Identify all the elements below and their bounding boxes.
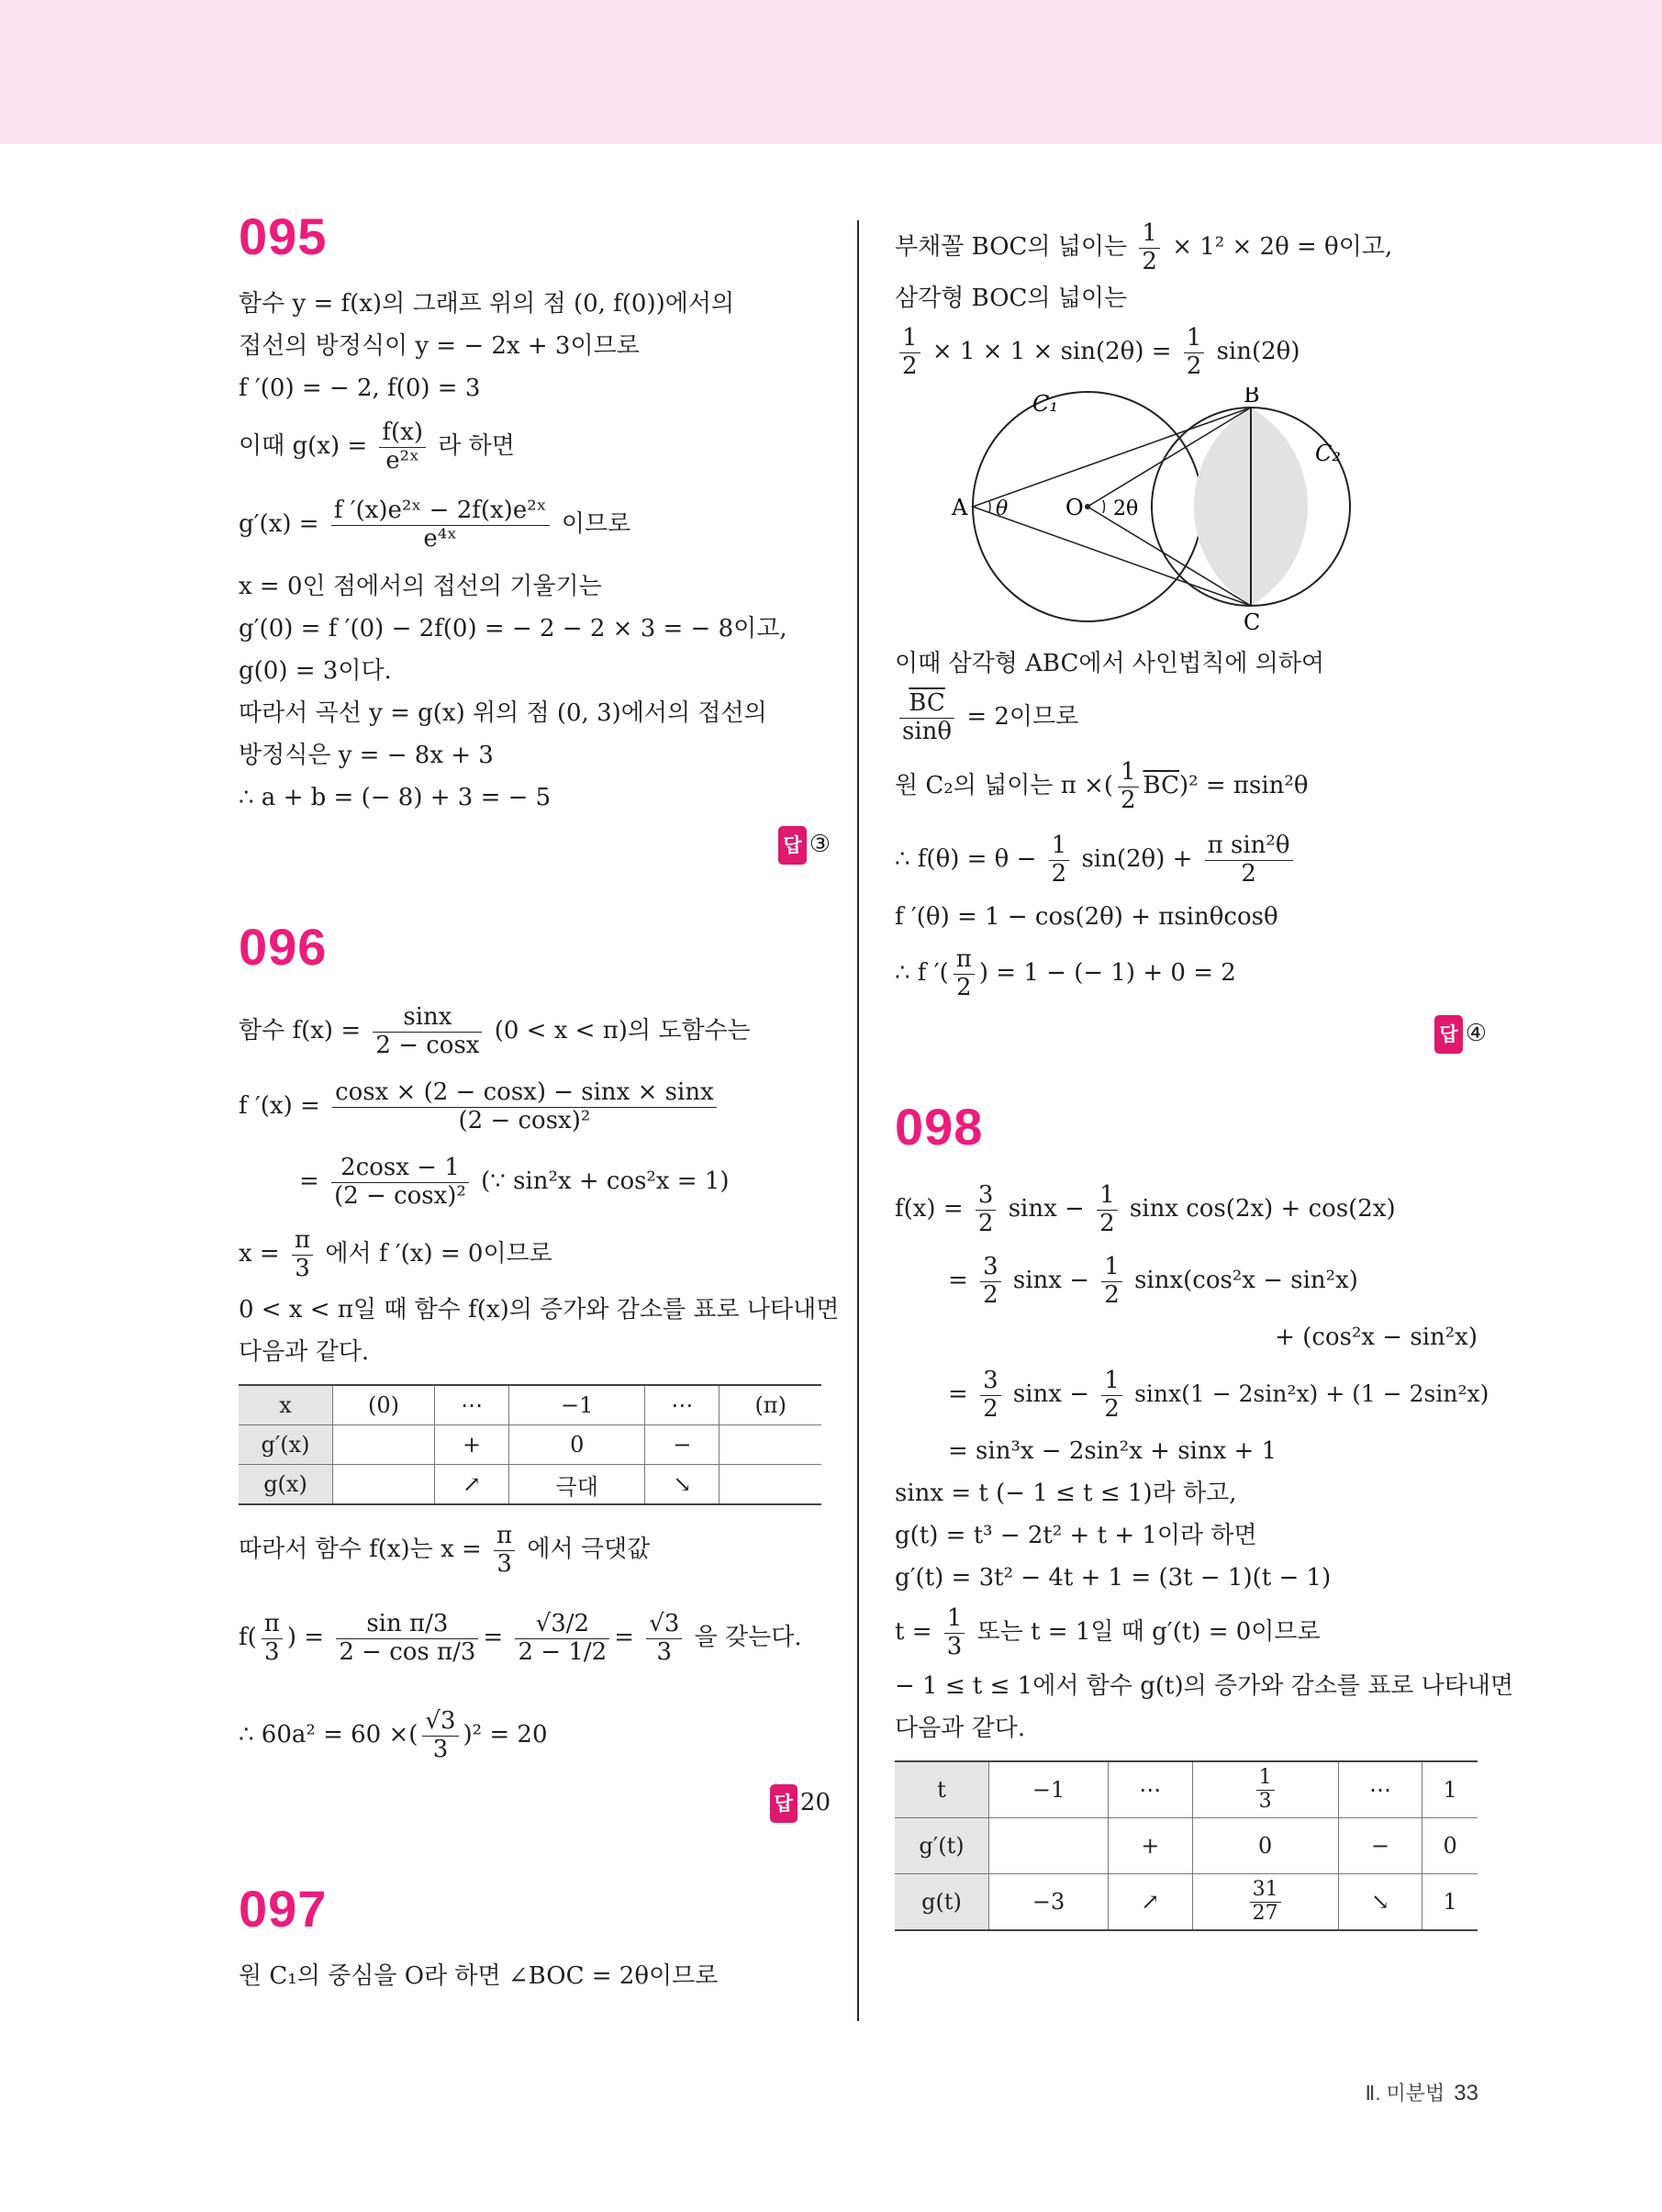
variation-table-098 bbox=[895, 1760, 1478, 1931]
fraction bbox=[515, 1611, 609, 1665]
sol095-line6: x = 0인 점에서의 접선의 기울기는 bbox=[239, 573, 602, 600]
sol098-line6: sinx = t (− 1 ≤ t ≤ 1)라 하고, bbox=[895, 1480, 1237, 1507]
sol095-line4 bbox=[239, 409, 831, 483]
fraction bbox=[373, 1004, 482, 1058]
numerator: 1 bbox=[1101, 1368, 1122, 1395]
text: sin(2θ) bbox=[1216, 338, 1300, 365]
text: = 2이므로 bbox=[966, 703, 1079, 731]
table-cell: ⋯ bbox=[1338, 1761, 1422, 1818]
sol096-line7 bbox=[239, 1516, 831, 1582]
label-a: A bbox=[952, 495, 968, 520]
fraction bbox=[899, 325, 920, 379]
numerator: sin π/3 bbox=[336, 1611, 478, 1638]
numerator: √3 bbox=[646, 1611, 682, 1638]
text: ∴ f ′ bbox=[895, 959, 940, 987]
denominator: 3 bbox=[656, 1637, 673, 1666]
fraction bbox=[1256, 1767, 1275, 1813]
table-cell: (π) bbox=[719, 1385, 821, 1425]
numerator: π sin²θ bbox=[1205, 832, 1293, 860]
table-row bbox=[895, 1761, 1478, 1818]
sol095-line7: g′(0) = f ′(0) − 2f(0) = − 2 − 2 × 3 = − 8이고, bbox=[239, 615, 787, 642]
fraction bbox=[1184, 325, 1205, 379]
sol097-right-line3 bbox=[895, 319, 1487, 384]
sol098-line1 bbox=[895, 1173, 1487, 1245]
fraction bbox=[331, 1155, 469, 1209]
table-cell bbox=[719, 1465, 821, 1505]
text: f bbox=[239, 1624, 248, 1651]
table-row bbox=[895, 1818, 1478, 1874]
fraction bbox=[1205, 832, 1293, 887]
label-o: O bbox=[1065, 495, 1084, 520]
numerator: 1 bbox=[1049, 832, 1070, 860]
text: 이때 g(x) = bbox=[239, 432, 368, 460]
text: = 20 bbox=[489, 1721, 548, 1748]
circle-diagram bbox=[895, 387, 1482, 635]
table-cell bbox=[333, 1465, 435, 1505]
right-column bbox=[895, 217, 1514, 1942]
text: sinx cos(2x) + cos(2x) bbox=[1129, 1195, 1396, 1223]
sol095-line11: ∴ a + b = (− 8) + 3 = − 5 bbox=[239, 784, 552, 811]
table-row bbox=[239, 1465, 821, 1505]
fraction bbox=[899, 690, 954, 744]
label-c: C bbox=[1244, 609, 1261, 635]
denominator: 2 bbox=[983, 1394, 998, 1423]
denominator: 2 bbox=[983, 1280, 998, 1309]
denominator: 3 bbox=[432, 1735, 449, 1763]
table-cell: ⋯ bbox=[1109, 1761, 1192, 1818]
denominator: 27 bbox=[1252, 1901, 1278, 1925]
table-cell: + bbox=[435, 1425, 509, 1465]
sol096-line9: ∴ 60a² = 60 ×( $\frac{√3}{3}$ )² = 20 bbox=[239, 1707, 548, 1763]
sol096-line8: f( $\frac{\pi}{3}$ ) = $\frac{\text{sin π/3}}{\text{2 − cos π/3}}$ = $\frac{√3/2}{2 - 1/2}$ = $\frac{√3}{3}$ 을 갖는다. bbox=[239, 1610, 802, 1666]
numerator: √3/2 bbox=[515, 1611, 609, 1638]
text: × 1² × 2θ = θ이고, bbox=[1172, 233, 1393, 261]
text: = bbox=[299, 1167, 319, 1195]
denominator: 2 bbox=[1051, 859, 1067, 888]
table-cell: (0) bbox=[333, 1385, 435, 1425]
angle-arc-2theta bbox=[1103, 500, 1104, 513]
table-cell bbox=[1192, 1874, 1338, 1931]
sol095-line9: 따라서 곡선 y = g(x) 위의 점 (0, 3)에서의 접선의 bbox=[239, 699, 767, 727]
table-cell: 0 bbox=[1192, 1818, 1338, 1874]
text: = bbox=[948, 1380, 968, 1408]
text: 에서 극댓값 bbox=[527, 1536, 651, 1563]
text: = πsin²θ bbox=[1205, 772, 1309, 799]
table-cell: ↗ bbox=[435, 1465, 509, 1505]
numerator: 1 bbox=[944, 1605, 965, 1633]
denominator: 2 bbox=[1142, 247, 1157, 275]
table-cell: − bbox=[1338, 1818, 1422, 1874]
denominator: 2 bbox=[956, 973, 972, 1001]
text: = 1 − (− 1) + 0 = 2 bbox=[996, 959, 1236, 987]
answer-value: ③ bbox=[809, 831, 831, 858]
text: 부채꼴 BOC의 넓이는 bbox=[895, 233, 1128, 261]
spacer bbox=[239, 1823, 831, 1883]
table-row bbox=[895, 1874, 1478, 1931]
table-row bbox=[239, 1385, 821, 1425]
fraction bbox=[980, 1368, 1001, 1422]
sol095-line10: 방정식은 y = − 8x + 3 bbox=[239, 742, 494, 769]
fraction bbox=[494, 1523, 515, 1577]
text: sinx − bbox=[1012, 1267, 1089, 1294]
answer-label: 답 bbox=[770, 1784, 798, 1823]
sol098-line7: g(t) = t³ − 2t² + t + 1이라 하면 bbox=[895, 1522, 1257, 1549]
sol098-line9 bbox=[895, 1599, 1487, 1665]
left-column bbox=[239, 207, 840, 1997]
fraction bbox=[1097, 1182, 1118, 1236]
table-row bbox=[239, 1425, 821, 1465]
numerator: π bbox=[494, 1523, 515, 1550]
table-cell bbox=[1192, 1761, 1338, 1818]
table-cell: ↗ bbox=[1109, 1874, 1192, 1931]
text: sinx(1 − 2sin²x) + (1 − 2sin²x) bbox=[1134, 1380, 1489, 1407]
answer-096 bbox=[239, 1784, 831, 1823]
text: x = bbox=[239, 1240, 280, 1268]
answer-value: 20 bbox=[799, 1789, 831, 1816]
denominator: e⁴ˣ bbox=[423, 524, 458, 553]
text: $\overline{BC}$ bbox=[1143, 772, 1180, 799]
text: 을 갖는다. bbox=[694, 1624, 802, 1651]
numerator: cosx × (2 − cosx) − sinx × sinx bbox=[332, 1079, 717, 1107]
numerator: 3 bbox=[980, 1254, 1001, 1281]
label-c1: C₁ bbox=[1032, 391, 1058, 417]
answer-097 bbox=[895, 1015, 1487, 1054]
text: 이므로 bbox=[561, 510, 631, 538]
denominator: 2 bbox=[1104, 1394, 1120, 1423]
fraction bbox=[379, 419, 426, 474]
sol098-line11: 다음과 같다. bbox=[895, 1715, 1026, 1742]
sol098-line3: + (cos²x − sin²x) bbox=[1275, 1324, 1478, 1351]
denominator: (2 − cosx)² bbox=[458, 1106, 591, 1134]
problem-number-097: 097 bbox=[239, 1880, 328, 1938]
text: ∴ 60a² = 60 × bbox=[239, 1721, 409, 1748]
header-band bbox=[0, 0, 1662, 144]
denominator: 2 bbox=[1186, 352, 1202, 380]
problem-number-098: 098 bbox=[895, 1098, 984, 1156]
sol097-right-line1 bbox=[895, 217, 1487, 277]
numerator: 1 bbox=[1184, 325, 1205, 352]
sol097-right-line6: 원 C₂의 넓이는 π ×( $\frac{1}{2}$ $\overline{BC})^2 = \pi\sin^2\theta$ bbox=[895, 758, 1309, 814]
table-cell: g(x) bbox=[239, 1465, 333, 1505]
table-cell: g′(t) bbox=[895, 1818, 989, 1874]
table-cell: ↘ bbox=[1338, 1874, 1422, 1931]
column-divider bbox=[857, 220, 859, 2021]
text: 따라서 함수 f(x)는 x = bbox=[239, 1536, 482, 1563]
numerator: 1 bbox=[1101, 1254, 1122, 1281]
numerator: 1 bbox=[1139, 220, 1160, 248]
text: × 1 × 1 × sin(2θ) = bbox=[931, 338, 1172, 365]
text: sinx − bbox=[1012, 1380, 1089, 1408]
sol098-line8: g′(t) = 3t² − 4t + 1 = (3t − 1)(t − 1) bbox=[895, 1564, 1332, 1592]
table-cell: x bbox=[239, 1385, 333, 1425]
table-cell: g′(x) bbox=[239, 1425, 333, 1465]
fraction bbox=[980, 1254, 1001, 1308]
denominator: 2 − cosx bbox=[375, 1031, 480, 1059]
fraction bbox=[331, 497, 550, 552]
sol096-line1 bbox=[239, 993, 831, 1068]
table-cell: 0 bbox=[1422, 1818, 1478, 1874]
table-cell: −3 bbox=[989, 1874, 1109, 1931]
denominator: 2 bbox=[977, 1209, 994, 1237]
sol095-line5 bbox=[239, 483, 831, 565]
fraction bbox=[646, 1611, 682, 1665]
numerator: 1 bbox=[899, 325, 920, 352]
text: f(x) = bbox=[895, 1195, 964, 1223]
denominator: 2 bbox=[1104, 1280, 1120, 1309]
text: sinx(cos²x − sin²x) bbox=[1134, 1267, 1358, 1294]
denominator: 3 bbox=[295, 1254, 310, 1282]
numerator: π bbox=[954, 946, 975, 974]
denominator: sinθ bbox=[902, 717, 953, 745]
denominator: (2 − cosx)² bbox=[334, 1181, 466, 1210]
label-c2: C₂ bbox=[1315, 441, 1341, 466]
numerator: π bbox=[262, 1611, 283, 1638]
spacer bbox=[895, 1054, 1487, 1101]
denominator: 2 bbox=[1241, 859, 1256, 888]
sol096-line4 bbox=[239, 1219, 831, 1289]
sol097-right-line9: ∴ f ′( $\frac{\pi}{2}$ ) = 1 − (− 1) + 0 = 2 bbox=[895, 945, 1236, 1001]
numerator: 3 bbox=[980, 1368, 1001, 1395]
text: (∵ sin²x + cos²x = 1) bbox=[481, 1167, 730, 1195]
variation-table-096 bbox=[239, 1384, 821, 1505]
table-cell: ⋯ bbox=[645, 1385, 719, 1425]
numerator: f ′(x)e²ˣ − 2f(x)e²ˣ bbox=[331, 497, 550, 525]
table-cell: ⋯ bbox=[435, 1385, 509, 1425]
sol095-line8: g(0) = 3이다. bbox=[239, 657, 392, 685]
answer-label: 답 bbox=[778, 826, 806, 865]
denominator: 2 bbox=[1099, 1209, 1115, 1237]
fraction bbox=[262, 1611, 283, 1665]
section-title: Ⅱ. 미분법 bbox=[1365, 2082, 1445, 2105]
table-cell: + bbox=[1109, 1818, 1192, 1874]
table-cell: − bbox=[645, 1425, 719, 1465]
sol097-right-line5 bbox=[895, 685, 1487, 749]
sol098-line2 bbox=[895, 1245, 1487, 1316]
fraction bbox=[422, 1708, 458, 1762]
text: t = bbox=[895, 1618, 932, 1646]
numerator: 3 bbox=[976, 1182, 997, 1210]
sol096-line5: 0 < x < π일 때 함수 f(x)의 증가와 감소를 표로 나타내면 bbox=[239, 1296, 840, 1324]
text: 에서 f ′(x) = 0이므로 bbox=[325, 1240, 552, 1268]
table-cell: ↘ bbox=[645, 1465, 719, 1505]
text: (0 < x < π)의 도함수는 bbox=[494, 1017, 751, 1045]
fraction bbox=[292, 1227, 313, 1281]
denominator: 3 bbox=[1258, 1789, 1272, 1813]
fraction bbox=[336, 1611, 478, 1665]
sol097-right-line4: 이때 삼각형 ABC에서 사인법칙에 의하여 bbox=[895, 650, 1325, 677]
numerator: 31 bbox=[1250, 1879, 1281, 1903]
text: 라 하면 bbox=[438, 432, 515, 460]
sol095-line2: 접선의 방정식이 y = − 2x + 3이므로 bbox=[239, 332, 640, 360]
table-cell: −1 bbox=[989, 1761, 1109, 1818]
page-number: 33 bbox=[1454, 2081, 1478, 2106]
table-cell: 1 bbox=[1422, 1761, 1478, 1818]
numerator: 2cosx − 1 bbox=[331, 1155, 469, 1182]
text: 원 C₂의 넓이는 π × bbox=[895, 772, 1104, 799]
fraction bbox=[1101, 1368, 1122, 1422]
table-cell bbox=[719, 1425, 821, 1465]
text: f ′(x) = bbox=[239, 1092, 320, 1120]
table-cell: −1 bbox=[509, 1385, 645, 1425]
answer-label: 답 bbox=[1434, 1015, 1462, 1054]
numerator: 1 bbox=[1118, 759, 1139, 787]
sol097-right-line8: f ′(θ) = 1 − cos(2θ) + πsinθcosθ bbox=[895, 903, 1278, 931]
numerator: π bbox=[292, 1227, 313, 1255]
fraction bbox=[1139, 220, 1160, 274]
table-cell bbox=[989, 1818, 1109, 1874]
sol097-right-line7 bbox=[895, 822, 1487, 896]
denominator: 2 − cos π/3 bbox=[339, 1637, 476, 1666]
numerator: 1 bbox=[1256, 1767, 1275, 1791]
text: 함수 f(x) = bbox=[239, 1017, 362, 1045]
sol095-line3: f ′(0) = − 2, f(0) = 3 bbox=[239, 374, 481, 402]
text: = bbox=[948, 1267, 968, 1294]
sol097-right-line2: 삼각형 BOC의 넓이는 bbox=[895, 285, 1128, 312]
fraction bbox=[1118, 759, 1139, 813]
table-cell: 1 bbox=[1422, 1874, 1478, 1931]
sol098-line4 bbox=[895, 1358, 1487, 1430]
fraction bbox=[1250, 1879, 1281, 1925]
numerator: √3 bbox=[422, 1708, 458, 1736]
text: g′(x) = bbox=[239, 510, 319, 538]
denominator: e²ˣ bbox=[385, 446, 420, 475]
table-cell: 0 bbox=[509, 1425, 645, 1465]
label-b: B bbox=[1244, 387, 1260, 408]
table-cell: 극대 bbox=[509, 1465, 645, 1505]
sol096-line3 bbox=[239, 1144, 831, 1219]
answer-095 bbox=[239, 826, 831, 865]
fraction bbox=[954, 946, 975, 1000]
fraction bbox=[1049, 832, 1070, 887]
sol096-line6: 다음과 같다. bbox=[239, 1338, 370, 1366]
denominator: 3 bbox=[264, 1637, 280, 1666]
table-cell bbox=[333, 1425, 435, 1465]
sol096-line2 bbox=[239, 1068, 831, 1144]
text: sinx − bbox=[1008, 1195, 1085, 1223]
page-footer bbox=[1365, 2078, 1478, 2106]
fraction bbox=[944, 1605, 965, 1659]
sol098-line10: − 1 ≤ t ≤ 1에서 함수 g(t)의 증가와 감소를 표로 나타내면 bbox=[895, 1672, 1514, 1700]
text: 또는 t = 1일 때 g′(t) = 0이므로 bbox=[976, 1618, 1321, 1646]
table-cell: g(t) bbox=[895, 1874, 989, 1931]
numerator: sinx bbox=[373, 1004, 482, 1032]
denominator: 2 − 1/2 bbox=[518, 1637, 608, 1666]
numerator: 1 bbox=[1097, 1182, 1118, 1210]
problem-number-095: 095 bbox=[239, 207, 328, 265]
denominator: 3 bbox=[496, 1549, 512, 1578]
answer-value: ④ bbox=[1465, 1020, 1487, 1047]
label-theta: θ bbox=[996, 497, 1009, 520]
numerator: $\overline{BC}$ bbox=[899, 690, 954, 718]
spacer bbox=[239, 865, 831, 922]
center-point bbox=[1085, 504, 1090, 509]
problem-number-096: 096 bbox=[239, 918, 328, 976]
fraction bbox=[332, 1079, 717, 1134]
sol095-line1: 함수 y = f(x)의 그래프 위의 점 (0, f(0))에서의 bbox=[239, 290, 735, 318]
label-2theta: 2θ bbox=[1113, 497, 1139, 520]
denominator: 2 bbox=[902, 352, 918, 380]
numerator: f(x) bbox=[379, 419, 426, 447]
sol097-line1: 원 C₁의 중심을 O라 하면 ∠BOC = 2θ이므로 bbox=[239, 1962, 719, 1990]
fraction bbox=[1101, 1254, 1122, 1308]
angle-arc-theta bbox=[989, 501, 990, 512]
denominator: 3 bbox=[946, 1632, 963, 1660]
table-cell: t bbox=[895, 1761, 989, 1818]
denominator: 2 bbox=[1121, 786, 1136, 814]
text: ∴ f(θ) = θ − bbox=[895, 845, 1037, 873]
fraction bbox=[976, 1182, 997, 1236]
sol098-line5: = sin³x − 2sin²x + sinx + 1 bbox=[948, 1437, 1277, 1465]
text: sin(2θ) + bbox=[1081, 845, 1193, 873]
